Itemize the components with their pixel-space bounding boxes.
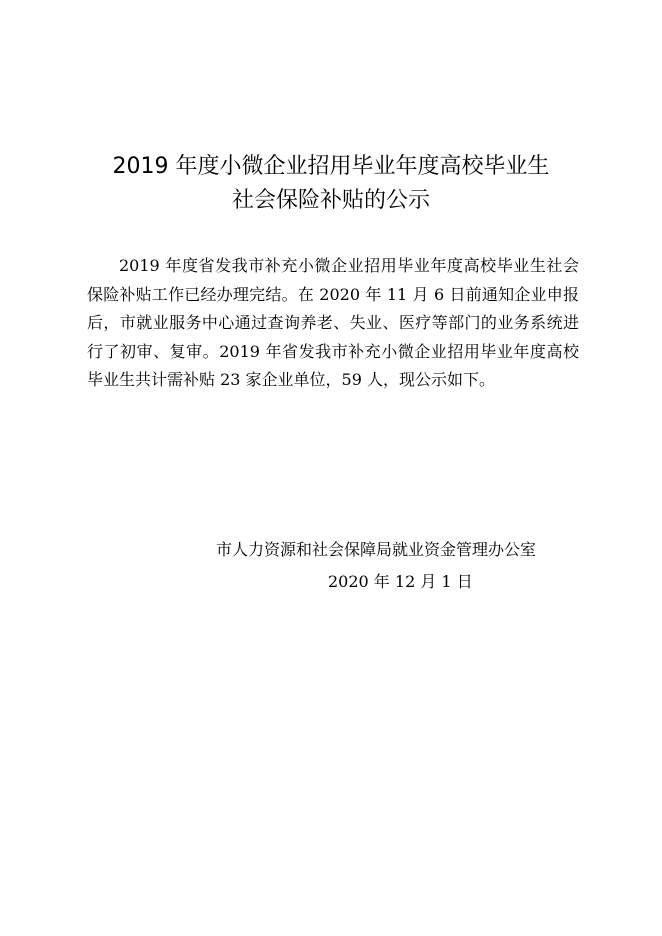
title-line-2: 社会保险补贴的公示	[231, 188, 430, 213]
issuer-signature: 市人力资源和社会保障局就业资金管理办公室	[216, 540, 537, 559]
body-paragraph: 2019 年度省发我市补充小微企业招用毕业年度高校毕业生社会保险补贴工作已经办理完结。在 2020 年 11 月 6 日前通知企业申报后，市就业服务中心通过查询养老、失业、医疗等部门的业务系统进行了初审、复审。2019 年省发我市补充小微企业招用毕业年度高校毕业生共计需补贴 23 家企业单位，59 人，现公示如下。	[87, 256, 579, 390]
title-line-1: 2019 年度小微企业招用毕业年度高校毕业生	[112, 154, 550, 179]
document-title	[0, 150, 662, 218]
issue-date: 2020 年 12 月 1 日	[328, 572, 473, 591]
